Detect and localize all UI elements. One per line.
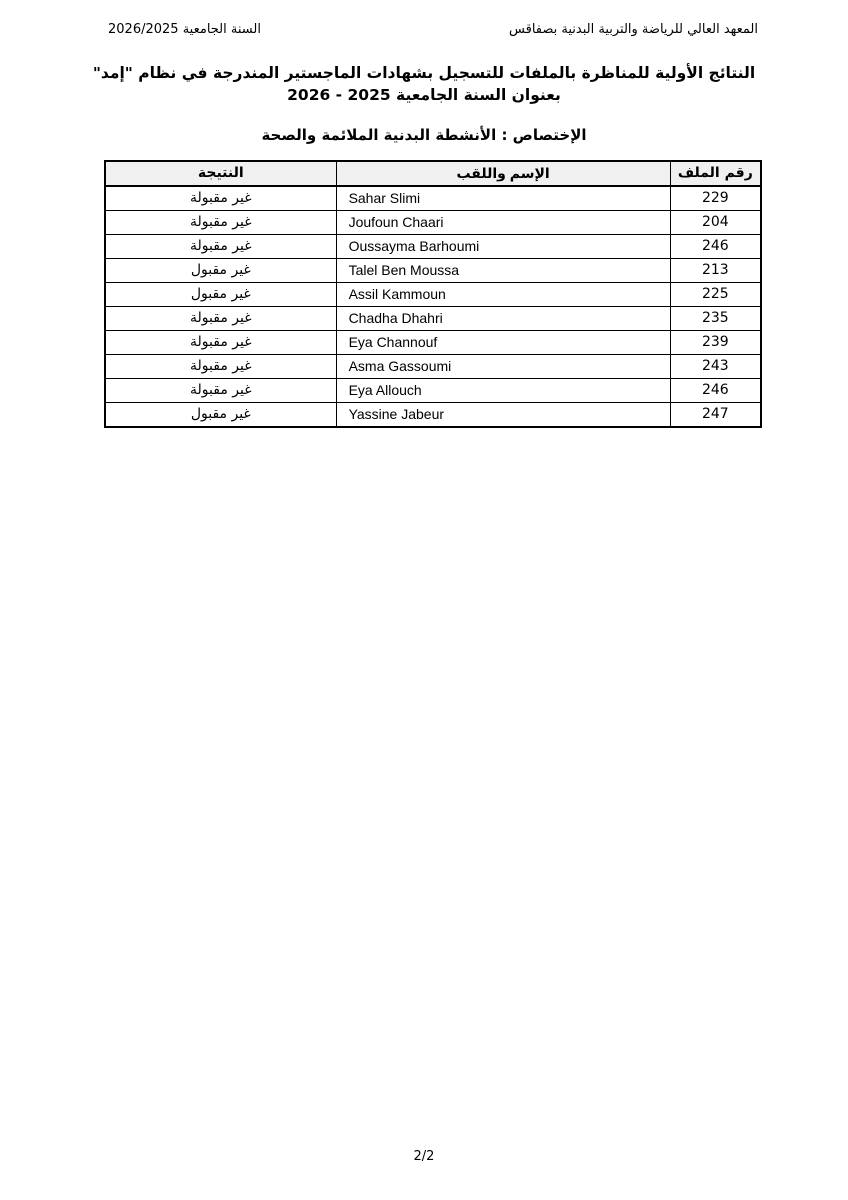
cell-result: غير مقبول [105, 403, 336, 428]
cell-name: Assil Kammoun [336, 283, 670, 307]
cell-file-number: 243 [670, 355, 761, 379]
cell-file-number: 229 [670, 186, 761, 211]
document-title [0, 62, 848, 106]
cell-result: غير مقبول [105, 259, 336, 283]
cell-result: غير مقبولة [105, 235, 336, 259]
cell-file-number: 213 [670, 259, 761, 283]
table-row [105, 211, 761, 235]
cell-file-number: 225 [670, 283, 761, 307]
cell-name: Oussayma Barhoumi [336, 235, 670, 259]
cell-result: غير مقبولة [105, 379, 336, 403]
cell-file-number: 204 [670, 211, 761, 235]
cell-name: Yassine Jabeur [336, 403, 670, 428]
cell-result: غير مقبولة [105, 355, 336, 379]
table-row [105, 331, 761, 355]
cell-name: Eya Allouch [336, 379, 670, 403]
cell-file-number: 247 [670, 403, 761, 428]
cell-result: غير مقبول [105, 283, 336, 307]
table-row [105, 259, 761, 283]
cell-name: Sahar Slimi [336, 186, 670, 211]
title-line-1: النتائج الأولية للمناظرة بالملفات للتسجيل بشهادات الماجستير المندرجة في نظام "إمد" [92, 64, 756, 82]
cell-name: Eya Channouf [336, 331, 670, 355]
cell-result: غير مقبولة [105, 331, 336, 355]
header-name: الإسم واللقب [336, 161, 670, 186]
cell-name: Asma Gassoumi [336, 355, 670, 379]
table-row [105, 283, 761, 307]
cell-name: Chadha Dhahri [336, 307, 670, 331]
table-row [105, 403, 761, 428]
cell-file-number: 246 [670, 235, 761, 259]
header-result: النتيجة [105, 161, 336, 186]
cell-file-number: 235 [670, 307, 761, 331]
cell-name: Joufoun Chaari [336, 211, 670, 235]
cell-result: غير مقبولة [105, 211, 336, 235]
cell-file-number: 246 [670, 379, 761, 403]
table-row [105, 235, 761, 259]
cell-result: غير مقبولة [105, 307, 336, 331]
table-row [105, 379, 761, 403]
cell-result: غير مقبولة [105, 186, 336, 211]
table-row [105, 186, 761, 211]
header-file-number: رقم الملف [670, 161, 761, 186]
institute-name: المعهد العالي للرياضة والتربية البدنية بصفاقس [509, 22, 758, 37]
results-table [104, 160, 762, 428]
title-line-2: بعنوان السنة الجامعية 2025 - 2026 [287, 86, 561, 104]
specialty-label: الإختصاص : الأنشطة البدنية الملائمة والصحة [261, 126, 587, 144]
table-row [105, 355, 761, 379]
academic-year: السنة الجامعية 2026/2025 [108, 22, 261, 37]
table-header-row [105, 161, 761, 186]
page-number: 2/2 [413, 1149, 435, 1164]
cell-file-number: 239 [670, 331, 761, 355]
cell-name: Talel Ben Moussa [336, 259, 670, 283]
table-row [105, 307, 761, 331]
